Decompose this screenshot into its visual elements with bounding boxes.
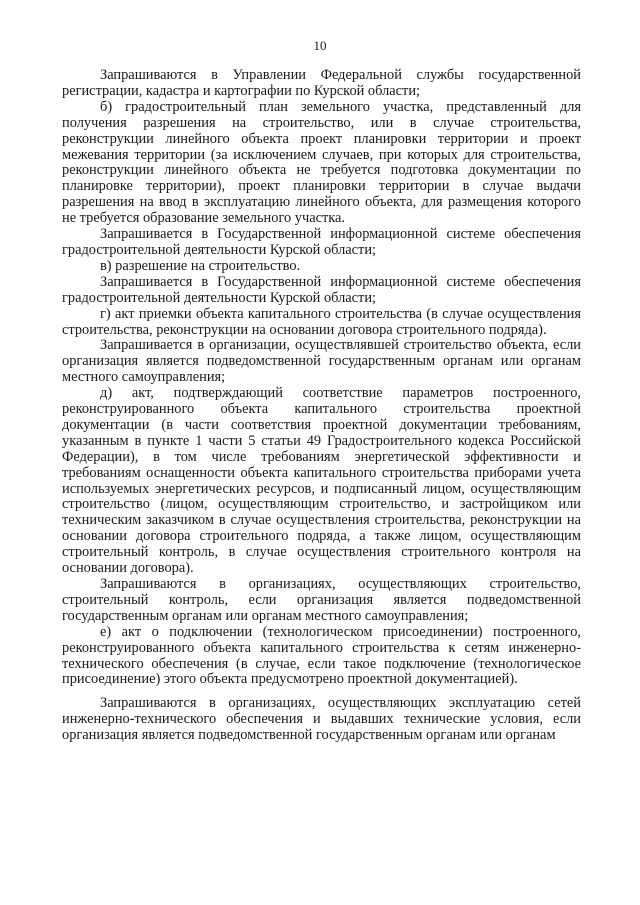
document-body	[62, 68, 581, 744]
paragraph-1: б) градостроительный план земельного участка, представленный для получения разрешения на строительство, или в случае строительства, реконструкции линейного объекта проект планировки территории и проект межевания территории (за исключением случаев, при которых для строительства, реконструкции линейного объекта не требуется подготовка документации по планировке территории), проект планировки территории в случае выдачи разрешения на ввод в эксплуатацию линейного объекта, для размещения которого не требуется образование земельного участка.	[62, 98, 581, 227]
paragraph-4: Запрашивается в Государственной информационной системе обеспечения градостроительной деятельности Курской области;	[62, 273, 581, 306]
paragraph-10: Запрашиваются в организациях, осуществляющих эксплуатацию сетей инженерно-технического обеспечения и выдавших технические условия, если организация является подведомственной государственным органам или органам	[62, 695, 581, 744]
paragraph-0: Запрашиваются в Управлении Федеральной службы государственной регистрации, кадастра и картографии по Курской области;	[62, 67, 581, 99]
page-number: 10	[313, 38, 327, 53]
paragraph-9: е) акт о подключении (технологическом присоединении) построенного, реконструированного объекта капитального строительства к сетям инженерно-технического обеспечения (в случае, если такое подключение (технологическое присоединение) этого объекта предусмотрено проектной документацией).	[62, 623, 581, 688]
paragraph-8: Запрашиваются в организациях, осуществляющих строительство, строительный контроль, если организация является подведомственной государственным органам или органам местного самоуправления;	[62, 576, 581, 624]
paragraph-2: Запрашивается в Государственной информационной системе обеспечения градостроительной деятельности Курской области;	[62, 226, 581, 258]
paragraph-6: Запрашивается в организации, осуществлявшей строительство объекта, если организация является подведомственной государственным органам или органам местного самоуправления;	[62, 337, 581, 386]
paragraph-3: в) разрешение на строительство.	[100, 257, 301, 274]
paragraph-5: г) акт приемки объекта капитального строительства (в случае осуществления строительства, реконструкции на основании договора строительного подряда).	[62, 305, 581, 338]
paragraph-7: д) акт, подтверждающий соответствие параметров построенного, реконструированного объекта капитального строительства проектной документации (в части соответствия проектной документации требованиям, указанным в пункте 1 части 5 статьи 49 Градостроительного кодекса Российской Федерации), в том числе требованиям энергетической эффективности и требованиям оснащенности объекта капитального строительства приборами учета используемых энергетических ресурсов, и подписанный лицом, осуществляющим строительство (лицом, осуществляющим строительство, и застройщиком или техническим заказчиком в случае осуществления строительства, реконструкции на основании договора строительного подряда, а также лицом, осуществляющим строительный контроль, в случае осуществления строительного контроля на основании договора).	[62, 385, 581, 577]
